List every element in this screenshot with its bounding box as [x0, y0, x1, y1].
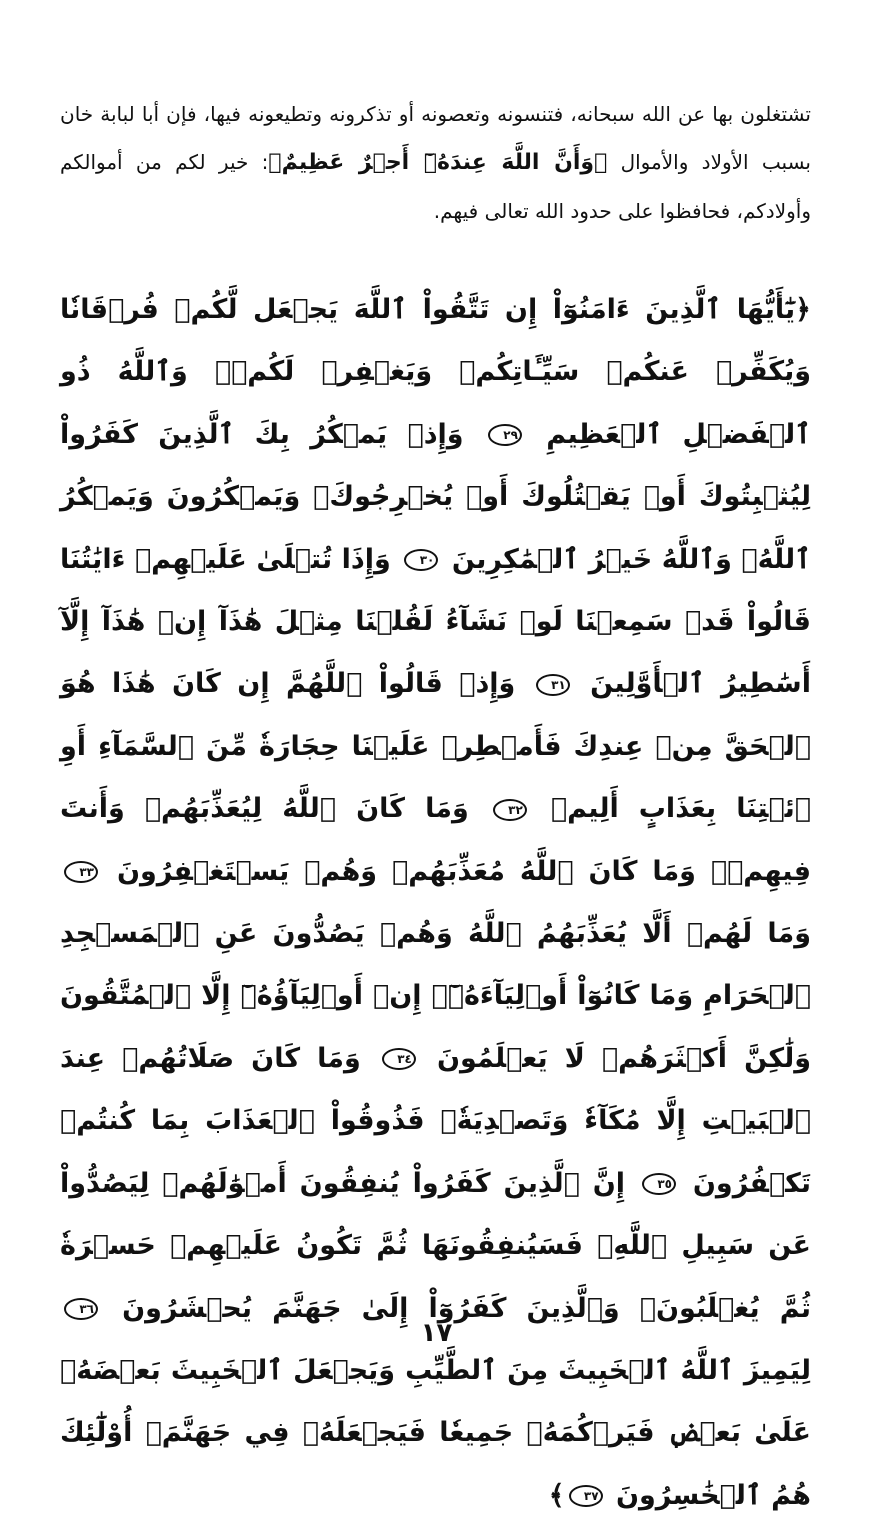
- verse-text: وَمَا كَانَ صَلَاتُهُمۡ عِندَ ٱلۡبَيۡتِ إِلَّا مُكَآءٗ وَتَصۡدِيَةٗۚ فَذُوقُواْ ٱلۡعَذَابَ بِمَا كُنتُمۡ تَكۡفُرُونَ: [60, 1042, 811, 1199]
- verse-text: إِنَّ ٱلَّذِينَ كَفَرُواْ يُنفِقُونَ أَمۡوَٰلَهُمۡ لِيَصُدُّواْ عَن سَبِيلِ ٱللَّهِۚ فَسَيُنفِقُونَهَا ثُمَّ تَكُونُ عَلَيۡهِمۡ حَسۡرَةٗ ثُمَّ يُغۡلَبُونَۗ وَٱلَّذِينَ كَفَرُوٓاْ إِلَىٰ جَهَنَّمَ يُحۡشَرُونَ: [60, 1167, 812, 1324]
- verse-number-marker: ٣٥: [642, 1173, 676, 1195]
- verse-number-marker: ٣٧: [569, 1485, 603, 1507]
- verse-text: يَٰٓأَيُّهَا ٱلَّذِينَ ءَامَنُوٓاْ إِن تَتَّقُواْ ٱللَّهَ يَجۡعَل لَّكُمۡ فُرۡقَانٗا وَيُكَفِّرۡ عَنكُمۡ سَيِّـَٔاتِكُمۡ وَيَغۡفِرۡ لَكُمۡۗ وَٱللَّهُ ذُو ٱلۡفَضۡلِ ٱلۡعَظِيمِ: [60, 294, 812, 450]
- verse-number-marker: ٢٩: [488, 424, 522, 446]
- tafsir-paragraph: [60, 90, 811, 235]
- verse-number-marker: ٣٣: [64, 861, 98, 883]
- verse-text: وَإِذَا تُتۡلَىٰ عَلَيۡهِمۡ ءَايَٰتُنَا قَالُواْ قَدۡ سَمِعۡنَا لَوۡ نَشَآءُ لَقُلۡنَا مِثۡلَ هَٰذَآ إِنۡ هَٰذَآ إِلَّآ أَسَٰطِيرُ ٱلۡأَوَّلِينَ: [60, 543, 811, 700]
- quran-open-bracket: ﴿: [795, 294, 811, 325]
- verse-number-marker: ٣٢: [493, 799, 527, 821]
- quran-close-bracket: ﴾: [548, 1479, 565, 1511]
- verse-number-marker: ٣٠: [404, 549, 438, 571]
- verse-text: وَمَا كَانَ ٱللَّهُ لِيُعَذِّبَهُمۡ وَأَنتَ فِيهِمۡۚ وَمَا كَانَ ٱللَّهُ مُعَذِّبَهُمۡ وَهُمۡ يَسۡتَغۡفِرُونَ: [60, 793, 811, 887]
- verse-text: وَمَا لَهُمۡ أَلَّا يُعَذِّبَهُمُ ٱللَّهُ وَهُمۡ يَصُدُّونَ عَنِ ٱلۡمَسۡجِدِ ٱلۡحَرَامِ وَمَا كَانُوٓاْ أَوۡلِيَآءَهُۥٓۚ إِنۡ أَوۡلِيَآؤُهُۥٓ إِلَّا ٱلۡمُتَّقُونَ وَلَٰكِنَّ أَكۡثَرَهُمۡ لَا يَعۡلَمُونَ: [60, 918, 811, 1074]
- tafsir-quran-quote: ﴿وَأَنَّ اللَّهَ عِندَهُۥٓ أَجۡرٌ عَظِيمٌ﴾: [268, 150, 608, 175]
- verse-number-marker: ٣١: [536, 674, 570, 696]
- tafsir-text-part2: : خير لكم من أموالكم وأولادكم، فحافظوا على حدود الله تعالى فيهم.: [60, 150, 811, 223]
- verse-text: وَإِذۡ يَمۡكُرُ بِكَ ٱلَّذِينَ كَفَرُواْ لِيُثۡبِتُوكَ أَوۡ يَقۡتُلُوكَ أَوۡ يُخۡرِجُوكَۚ وَيَمۡكُرُونَ وَيَمۡكُرُ ٱللَّهُۖ وَٱللَّهُ خَيۡرُ ٱلۡمَٰكِرِينَ: [60, 418, 811, 575]
- verse-number-marker: ٣٦: [64, 1298, 98, 1320]
- page-number: ١٧: [420, 1318, 453, 1348]
- verse-text: وَإِذۡ قَالُواْ ٱللَّهُمَّ إِن كَانَ هَٰذَا هُوَ ٱلۡحَقَّ مِنۡ عِندِكَ فَأَمۡطِرۡ عَلَيۡنَا حِجَارَةٗ مِّنَ ٱلسَّمَآءِ أَوِ ٱئۡتِنَا بِعَذَابٍ أَلِيمٖ: [60, 668, 811, 825]
- tafsir-text-part1: تشتغلون بها عن الله سبحانه، فتنسونه وتعصونه أو تذكرونه وتطيعونه فيها، فإن أبا لبابة خان بسبب الأولاد والأموال: [60, 102, 811, 174]
- verse-number-marker: ٣٤: [382, 1048, 416, 1070]
- verse-text: لِيَمِيزَ ٱللَّهُ ٱلۡخَبِيثَ مِنَ ٱلطَّيِّبِ وَيَجۡعَلَ ٱلۡخَبِيثَ بَعۡضَهُۥ عَلَىٰ بَعۡضٖ فَيَرۡكُمَهُۥ جَمِيعٗا فَيَجۡعَلَهُۥ فِي جَهَنَّمَۚ أُوْلَٰٓئِكَ هُمُ ٱلۡخَٰسِرُونَ: [60, 1354, 811, 1511]
